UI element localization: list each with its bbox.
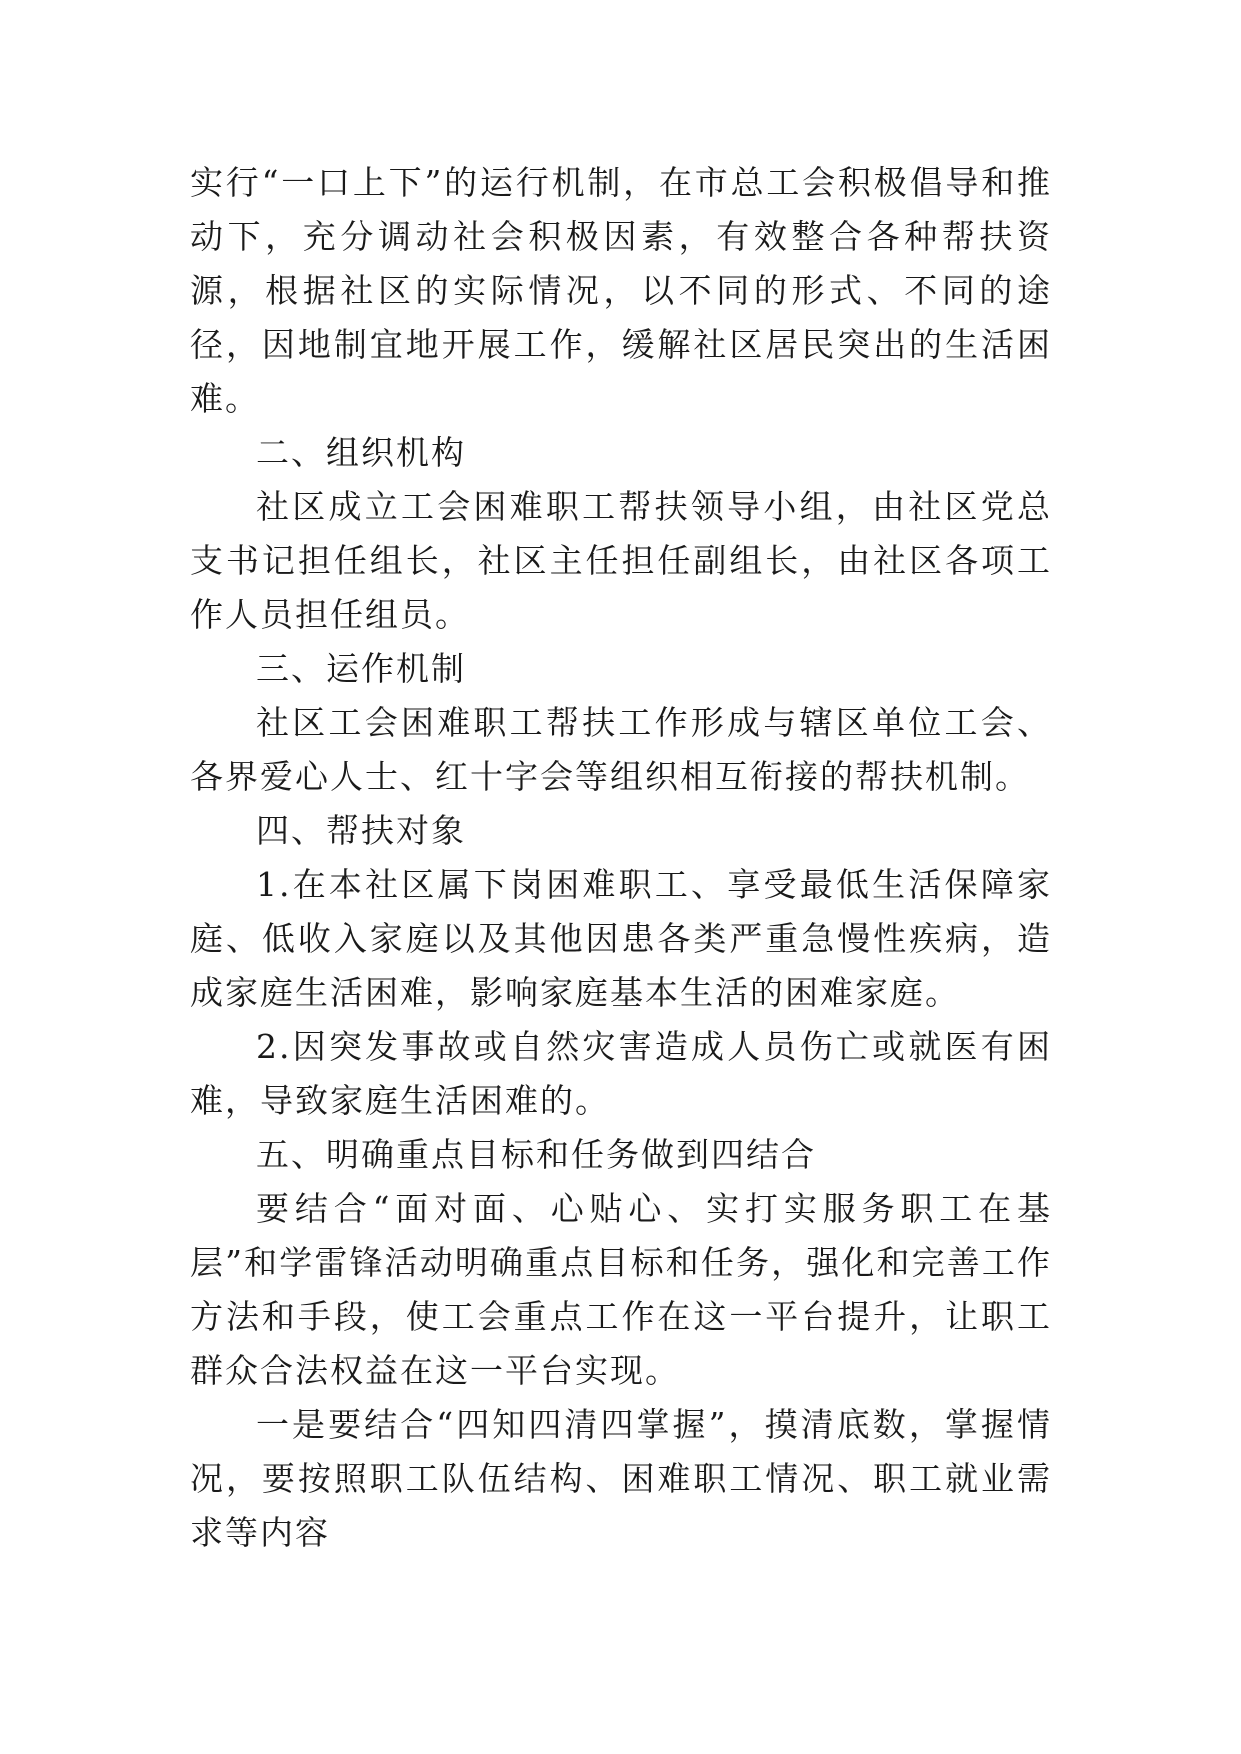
section-heading-organization: 二、组织机构 — [256, 433, 466, 472]
paragraph-first-point: 一是要结合“四知四清四掌握”，摸清底数，掌握情况，要按照职工队伍结构、困难职工情况、职工就业需求等内容 — [190, 1405, 1052, 1552]
paragraph-mechanism: 社区工会困难职工帮扶工作形成与辖区单位工会、各界爱心人士、红十字会等组织相互衔接的帮扶机制。 — [190, 703, 1052, 796]
paragraph-target-2: 2.因突发事故或自然灾害造成人员伤亡或就医有困难，导致家庭生活困难的。 — [190, 1027, 1052, 1120]
section-heading-goals: 五、明确重点目标和任务做到四结合 — [256, 1135, 816, 1174]
section-heading-mechanism: 三、运作机制 — [256, 649, 466, 688]
paragraph-target-1: 1.在本社区属下岗困难职工、享受最低生活保障家庭、低收入家庭以及其他因患各类严重急慢性疾病，造成家庭生活困难，影响家庭基本生活的困难家庭。 — [190, 865, 1052, 1012]
document-body — [190, 156, 1052, 1560]
paragraph-intro: 实行“一口上下”的运行机制，在市总工会积极倡导和推动下，充分调动社会积极因素，有效整合各种帮扶资源，根据社区的实际情况，以不同的形式、不同的途径，因地制宜地开展工作，缓解社区居民突出的生活困难。 — [190, 163, 1052, 418]
paragraph-goals: 要结合“面对面、心贴心、实打实服务职工在基层”和学雷锋活动明确重点目标和任务，强化和完善工作方法和手段，使工会重点工作在这一平台提升，让职工群众合法权益在这一平台实现。 — [190, 1189, 1052, 1390]
section-heading-targets: 四、帮扶对象 — [256, 811, 466, 850]
paragraph-organization: 社区成立工会困难职工帮扶领导小组，由社区党总支书记担任组长，社区主任担任副组长，由社区各项工作人员担任组员。 — [190, 487, 1052, 634]
